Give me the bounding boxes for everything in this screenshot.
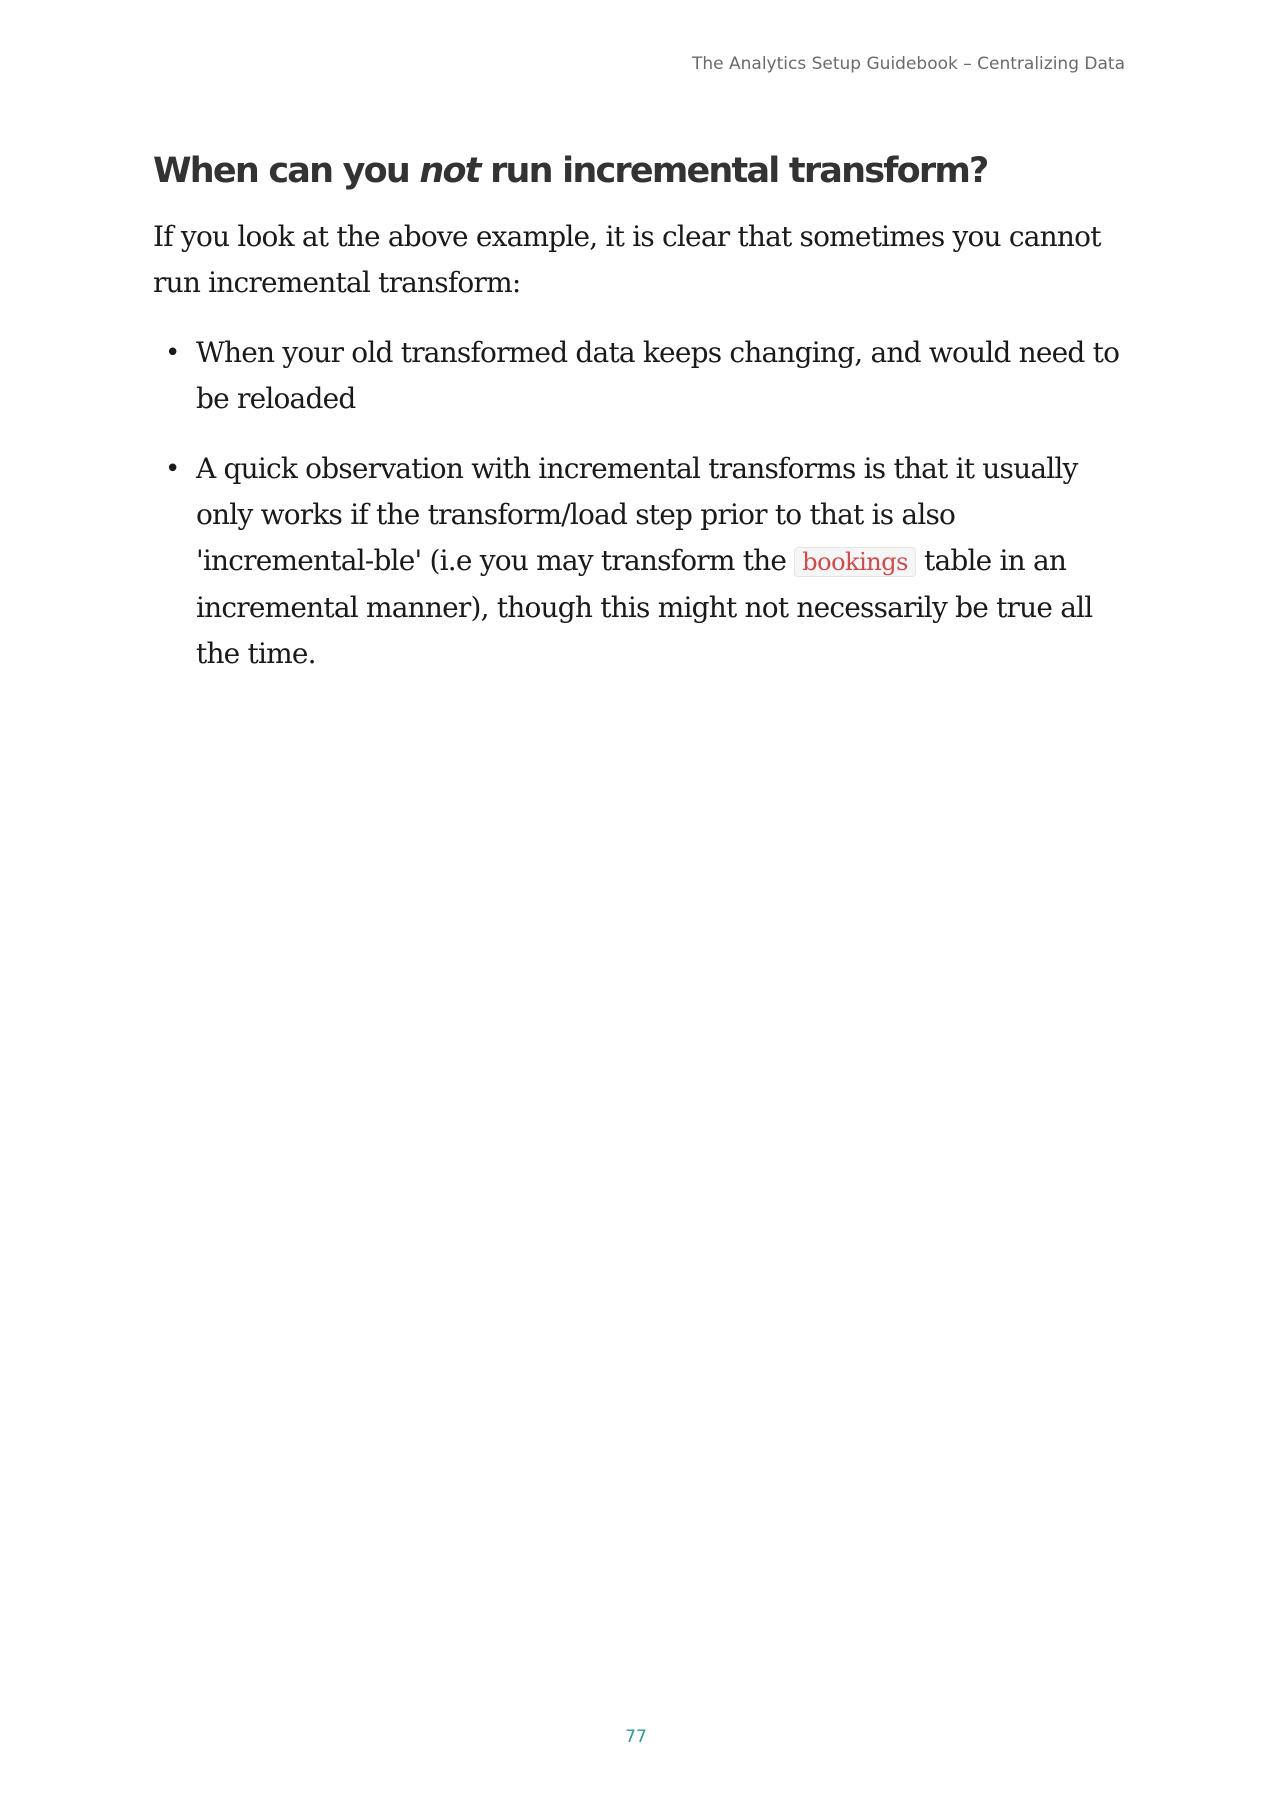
bullet-icon: • — [165, 338, 180, 368]
section-heading — [153, 150, 1123, 192]
heading-text-after: run incremental transform? — [479, 151, 988, 191]
list-item — [165, 446, 1123, 677]
inline-code-bookings: bookings — [794, 547, 916, 577]
heading-emphasis: not — [419, 151, 480, 191]
heading-text-before: When can you — [153, 151, 420, 191]
running-header: The Analytics Setup Guidebook – Centralizing Data — [691, 54, 1125, 74]
list-item — [165, 330, 1123, 422]
list-item-text-after: table in an incremental manner), though this might not necessarily be true all the time. — [196, 544, 1093, 670]
intro-paragraph: If you look at the above example, it is clear that sometimes you cannot run incremental transform: — [153, 220, 1101, 299]
page-number: 77 — [625, 1727, 647, 1747]
bullet-icon: • — [165, 454, 180, 484]
list-item-text: When your old transformed data keeps changing, and would need to be reloaded — [196, 336, 1120, 415]
body-text — [153, 214, 1123, 677]
main-content — [153, 150, 1123, 701]
list-item-text-before: A quick observation with incremental transforms is that it usually only works if the transform/load step prior to that is also 'incremental-ble' (i.e you may transform the — [196, 452, 1078, 577]
conditions-list — [153, 330, 1123, 677]
